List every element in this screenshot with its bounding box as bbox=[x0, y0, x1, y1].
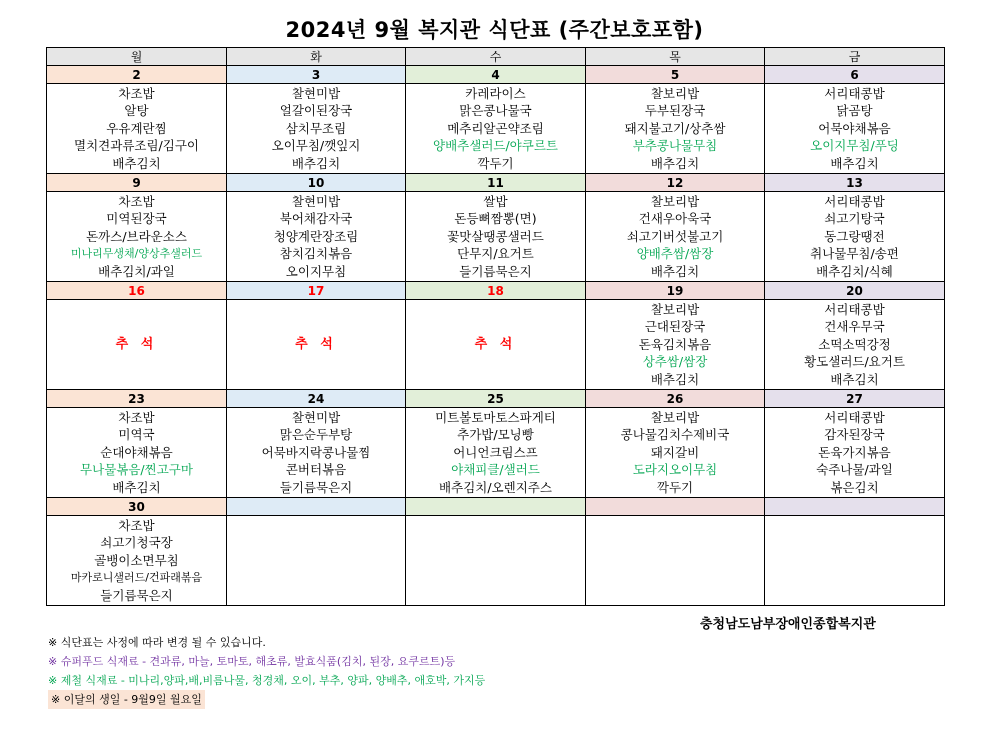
menu-cell-sep-4 bbox=[406, 84, 586, 174]
menu-item: 찰현미밥 bbox=[291, 193, 341, 209]
page-title: 2024년 9월 복지관 식단표 (주간보호포함) bbox=[285, 18, 704, 42]
menu-item: 깍두기 bbox=[656, 479, 694, 495]
menu-item: 배추김치/과일 bbox=[98, 263, 175, 279]
menu-item: 서리태콩밥 bbox=[824, 301, 885, 317]
weekday-header-row bbox=[47, 48, 945, 66]
menu-item: 콘버터볶음 bbox=[285, 462, 347, 478]
menu-cell-sep-3 bbox=[227, 84, 406, 174]
menu-item: 미나리무생채/양상추샐러드 bbox=[70, 247, 203, 261]
menu-item: 추가밥/모닝빵 bbox=[457, 427, 534, 443]
date-cell-empty bbox=[406, 498, 586, 516]
note-seasonal: ※ 제철 식재료 - 미나리,양파,배,비름나물, 청경채, 오이, 부추, 양파, 양배추, 애호박, 가지등 bbox=[48, 674, 486, 687]
weekday-thu: 목 bbox=[586, 48, 765, 66]
menu-item: 알탕 bbox=[124, 103, 149, 119]
menu-cell-sep-9 bbox=[47, 192, 227, 282]
menu-item: 쇠고기청국장 bbox=[100, 535, 173, 551]
menu-item: 맑은콩나물국 bbox=[459, 103, 532, 119]
menu-row-week3 bbox=[47, 300, 945, 390]
menu-item: 어니언크림스프 bbox=[453, 444, 538, 460]
menu-item: 차조밥 bbox=[118, 409, 155, 425]
date-cell: 10 bbox=[227, 174, 406, 192]
menu-cell-empty bbox=[765, 516, 945, 606]
menu-cell-empty bbox=[586, 516, 765, 606]
date-cell: 6 bbox=[765, 66, 945, 84]
menu-item: 메추리알곤약조림 bbox=[447, 120, 544, 136]
menu-item: 우유계란찜 bbox=[106, 120, 167, 136]
menu-item: 볶은김치 bbox=[830, 479, 879, 495]
menu-item: 상추쌈/쌈장 bbox=[642, 354, 708, 370]
menu-cell-sep-16 bbox=[47, 300, 227, 390]
menu-cell-sep-20 bbox=[765, 300, 945, 390]
menu-item: 어묵야채볶음 bbox=[818, 120, 891, 136]
menu-item: 콩나물김치수제비국 bbox=[620, 427, 730, 443]
menu-cell-sep-23 bbox=[47, 408, 227, 498]
date-cell: 5 bbox=[586, 66, 765, 84]
menu-item: 카레라이스 bbox=[465, 85, 526, 101]
date-cell: 23 bbox=[47, 390, 227, 408]
holiday-label: 추 석 bbox=[295, 337, 337, 353]
menu-item: 배추김치 bbox=[650, 155, 700, 171]
menu-cell-sep-30 bbox=[47, 516, 227, 606]
menu-item: 돈까스/브라운소스 bbox=[86, 228, 187, 244]
menu-item: 배추김치 bbox=[291, 155, 341, 171]
menu-cell-sep-19 bbox=[586, 300, 765, 390]
menu-cell-sep-17 bbox=[227, 300, 406, 390]
date-cell-holiday: 18 bbox=[406, 282, 586, 300]
menu-item: 순대야채볶음 bbox=[100, 444, 173, 460]
menu-item: 들기름묵은지 bbox=[100, 587, 173, 603]
menu-item: 양배추샐러드/야쿠르트 bbox=[433, 138, 558, 154]
menu-item: 돼지갈비 bbox=[650, 444, 700, 460]
menu-item: 배추김치 bbox=[112, 479, 161, 495]
menu-item: 황도샐러드/요거트 bbox=[804, 354, 905, 370]
weekday-tue: 화 bbox=[227, 48, 406, 66]
menu-item: 찰보리밥 bbox=[650, 85, 700, 101]
menu-cell-sep-27 bbox=[765, 408, 945, 498]
menu-item: 찰현미밥 bbox=[291, 85, 341, 101]
holiday-label: 추 석 bbox=[474, 337, 517, 353]
menu-cell-sep-18 bbox=[406, 300, 586, 390]
menu-item: 소떡소떡강정 bbox=[818, 336, 891, 352]
menu-item: 감자된장국 bbox=[824, 427, 885, 443]
menu-item: 돼지불고기/상추쌈 bbox=[624, 120, 726, 136]
menu-item: 맑은순두부탕 bbox=[279, 427, 353, 443]
menu-item: 쇠고기탕국 bbox=[824, 211, 885, 227]
date-cell-empty bbox=[765, 498, 945, 516]
menu-item: 차조밥 bbox=[118, 193, 155, 209]
date-cell: 2 bbox=[47, 66, 227, 84]
menu-item: 근대된장국 bbox=[644, 319, 706, 335]
date-cell: 4 bbox=[406, 66, 586, 84]
date-row-week5 bbox=[47, 498, 945, 516]
date-cell: 9 bbox=[47, 174, 227, 192]
menu-item: 단무지/요거트 bbox=[457, 246, 534, 262]
menu-item: 찰보리밥 bbox=[650, 301, 700, 317]
date-cell: 26 bbox=[586, 390, 765, 408]
date-row-week3 bbox=[47, 282, 945, 300]
menu-item: 야채피클/샐러드 bbox=[451, 462, 540, 478]
menu-cell-sep-2 bbox=[47, 84, 227, 174]
menu-item: 들기름묵은지 bbox=[459, 263, 532, 279]
menu-cell-sep-6 bbox=[765, 84, 945, 174]
date-cell-holiday: 17 bbox=[227, 282, 406, 300]
menu-item: 두부된장국 bbox=[644, 103, 706, 119]
menu-item: 북어채감자국 bbox=[279, 211, 353, 227]
holiday-label: 추 석 bbox=[115, 337, 158, 353]
date-cell: 3 bbox=[227, 66, 406, 84]
weekday-mon: 월 bbox=[47, 48, 227, 66]
weekday-fri: 금 bbox=[765, 48, 945, 66]
menu-row-week4 bbox=[47, 408, 945, 498]
menu-item: 숙주나물/과일 bbox=[816, 462, 893, 478]
menu-item: 차조밥 bbox=[118, 517, 155, 533]
menu-row-week5 bbox=[47, 516, 945, 606]
menu-item: 취나물무침/송편 bbox=[810, 246, 899, 262]
menu-item: 쇠고기버섯불고기 bbox=[626, 228, 724, 244]
date-cell: 20 bbox=[765, 282, 945, 300]
menu-item: 오이지무침/푸딩 bbox=[810, 138, 899, 154]
date-cell-empty bbox=[227, 498, 406, 516]
menu-item: 미트볼토마토스파게티 bbox=[435, 409, 556, 425]
menu-item: 들기름묵은지 bbox=[279, 479, 353, 495]
date-cell: 12 bbox=[586, 174, 765, 192]
menu-item: 건새우무국 bbox=[824, 319, 885, 335]
menu-item: 참치김치볶음 bbox=[279, 246, 353, 262]
menu-item: 멸치견과류조림/김구이 bbox=[74, 138, 199, 154]
menu-item: 얼갈이된장국 bbox=[279, 103, 353, 119]
menu-item: 동그랑땡전 bbox=[824, 228, 885, 244]
menu-item: 도라지오이무침 bbox=[632, 462, 718, 478]
menu-cell-sep-12 bbox=[586, 192, 765, 282]
date-cell: 19 bbox=[586, 282, 765, 300]
menu-item: 양배추쌈/쌈장 bbox=[636, 246, 714, 262]
menu-row-week2 bbox=[47, 192, 945, 282]
menu-item: 미역된장국 bbox=[106, 211, 167, 227]
menu-item: 미역국 bbox=[118, 427, 155, 443]
menu-item: 부추콩나물무침 bbox=[632, 138, 718, 154]
menu-item: 배추김치 bbox=[112, 155, 161, 171]
menu-item: 꽃맛살땡콩샐러드 bbox=[447, 228, 544, 244]
menu-cell-sep-11 bbox=[406, 192, 586, 282]
date-cell: 30 bbox=[47, 498, 227, 516]
menu-item: 서리태콩밥 bbox=[824, 193, 885, 209]
menu-cell-sep-5 bbox=[586, 84, 765, 174]
date-cell: 13 bbox=[765, 174, 945, 192]
menu-item: 닭곰탕 bbox=[836, 103, 873, 119]
menu-row-week1 bbox=[47, 84, 945, 174]
organization-name: 충청남도남부장애인종합복지관 bbox=[700, 617, 876, 632]
date-row-week2 bbox=[47, 174, 945, 192]
menu-cell-sep-13 bbox=[765, 192, 945, 282]
date-row-week1 bbox=[47, 66, 945, 84]
menu-item: 건새우아욱국 bbox=[638, 211, 712, 227]
menu-item: 배추김치/오렌지주스 bbox=[439, 479, 552, 495]
menu-item: 배추김치 bbox=[830, 371, 879, 387]
menu-cell-empty bbox=[406, 516, 586, 606]
date-cell: 25 bbox=[406, 390, 586, 408]
menu-item: 서리태콩밥 bbox=[824, 409, 885, 425]
menu-cell-sep-24 bbox=[227, 408, 406, 498]
menu-item: 삼치무조림 bbox=[285, 120, 347, 136]
menu-item: 쌀밥 bbox=[483, 193, 508, 209]
note-birthday: ※ 이달의 생일 - 9월9일 월요일 bbox=[48, 690, 205, 709]
menu-item: 무나물볶음/찐고구마 bbox=[80, 462, 193, 478]
menu-item: 돈등뼈짬뽕(면) bbox=[454, 211, 537, 227]
menu-table bbox=[46, 47, 945, 606]
menu-cell-sep-26 bbox=[586, 408, 765, 498]
note-change-notice: ※ 식단표는 사정에 따라 변경 될 수 있습니다. bbox=[48, 636, 266, 649]
menu-item: 깍두기 bbox=[477, 155, 514, 171]
note-superfood: ※ 슈퍼푸드 식재료 - 견과류, 마늘, 토마토, 해초류, 발효식품(김치, 된장, 요쿠르트)등 bbox=[48, 655, 456, 668]
date-row-week4 bbox=[47, 390, 945, 408]
notes-section bbox=[48, 633, 485, 709]
menu-item: 어묵바지락콩나물찜 bbox=[261, 444, 371, 460]
menu-item: 청양계란장조림 bbox=[273, 228, 359, 244]
menu-item: 배추김치 bbox=[650, 371, 700, 387]
menu-item: 찰현미밥 bbox=[291, 409, 341, 425]
menu-item: 배추김치 bbox=[650, 263, 700, 279]
menu-cell-sep-25 bbox=[406, 408, 586, 498]
menu-item: 돈육가지볶음 bbox=[818, 444, 891, 460]
menu-item: 배추김치 bbox=[830, 155, 879, 171]
menu-item: 골뱅이소면무침 bbox=[94, 552, 179, 568]
date-cell-empty bbox=[586, 498, 765, 516]
menu-item: 배추김치/식혜 bbox=[816, 263, 893, 279]
menu-cell-empty bbox=[227, 516, 406, 606]
menu-item: 찰보리밥 bbox=[650, 409, 700, 425]
date-cell: 11 bbox=[406, 174, 586, 192]
menu-item: 오이지무침 bbox=[285, 263, 347, 279]
menu-item: 찰보리밥 bbox=[650, 193, 700, 209]
menu-item: 차조밥 bbox=[118, 85, 155, 101]
menu-item: 마카로니샐러드/건파래볶음 bbox=[70, 571, 203, 585]
date-cell-holiday: 16 bbox=[47, 282, 227, 300]
menu-item: 돈육김치볶음 bbox=[638, 336, 712, 352]
menu-item: 오이무침/깻잎지 bbox=[271, 138, 361, 154]
date-cell: 24 bbox=[227, 390, 406, 408]
menu-cell-sep-10 bbox=[227, 192, 406, 282]
date-cell: 27 bbox=[765, 390, 945, 408]
menu-item: 서리태콩밥 bbox=[824, 85, 885, 101]
weekday-wed: 수 bbox=[406, 48, 586, 66]
